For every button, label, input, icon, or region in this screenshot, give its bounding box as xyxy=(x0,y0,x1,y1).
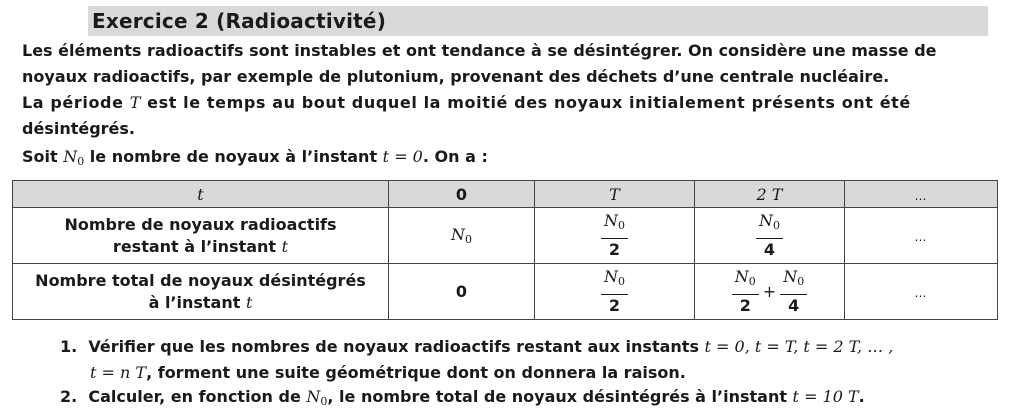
intro-line-4: désintégrés. xyxy=(22,119,135,138)
header-ellipsis: … xyxy=(845,181,998,208)
header-t: t xyxy=(13,181,389,208)
row1-cell-T: $\frac{N_0}{2}$ xyxy=(535,208,695,264)
exercise-title-bar xyxy=(88,6,988,36)
table-row-disintegrated xyxy=(13,264,998,320)
row1-cell-2T: $\frac{N_0}{4}$ xyxy=(695,208,845,264)
row1-cell-ellipsis: … xyxy=(845,208,998,264)
row2-cell-T: $\frac{N_0}{2}$ xyxy=(535,264,695,320)
header-T: T xyxy=(535,181,695,208)
intro-line-3: La période T est le temps au bout duquel la moitié des noyaux initialement présents ont été xyxy=(22,93,911,112)
question-1-line-2: t = n T, forment une suite géométrique dont on donnera la raison. xyxy=(90,363,686,382)
header-0: 0 xyxy=(389,181,535,208)
row2-cell-0: 0 xyxy=(389,264,535,320)
radioactivity-table xyxy=(12,180,998,320)
table-row-remaining xyxy=(13,208,998,264)
header-2T: 2 T xyxy=(695,181,845,208)
intro-line-2: noyaux radioactifs, par exemple de plutonium, provenant des déchets d’une centrale nucléaire. xyxy=(22,67,890,86)
row2-label: Nombre total de noyaux désintégrés à l’instant t xyxy=(13,264,389,320)
row2-cell-2T: $\frac{N_0}{2}$ + $\frac{N_0}{4}$ xyxy=(695,264,845,320)
intro-line-5: Soit $N_0$ le nombre de noyaux à l’instant t = 0. On a : xyxy=(22,147,488,168)
intro-line-1: Les éléments radioactifs sont instables et ont tendance à se désintégrer. On considère une masse de xyxy=(22,41,937,60)
exercise-title: Exercice 2 (Radioactivité) xyxy=(92,9,387,33)
question-2: 2. Calculer, en fonction de $N_0$, le nombre total de noyaux désintégrés à l’instant t = 10 T. xyxy=(60,387,865,408)
question-1-line-1: 1. Vérifier que les nombres de noyaux radioactifs restant aux instants t = 0, t = T, t = 2 T, … , xyxy=(60,337,894,356)
row1-cell-0: $N_0$ xyxy=(389,208,535,264)
row2-cell-ellipsis: … xyxy=(845,264,998,320)
row1-label: Nombre de noyaux radioactifs restant à l’instant t xyxy=(13,208,389,264)
table-header-row xyxy=(13,181,998,208)
